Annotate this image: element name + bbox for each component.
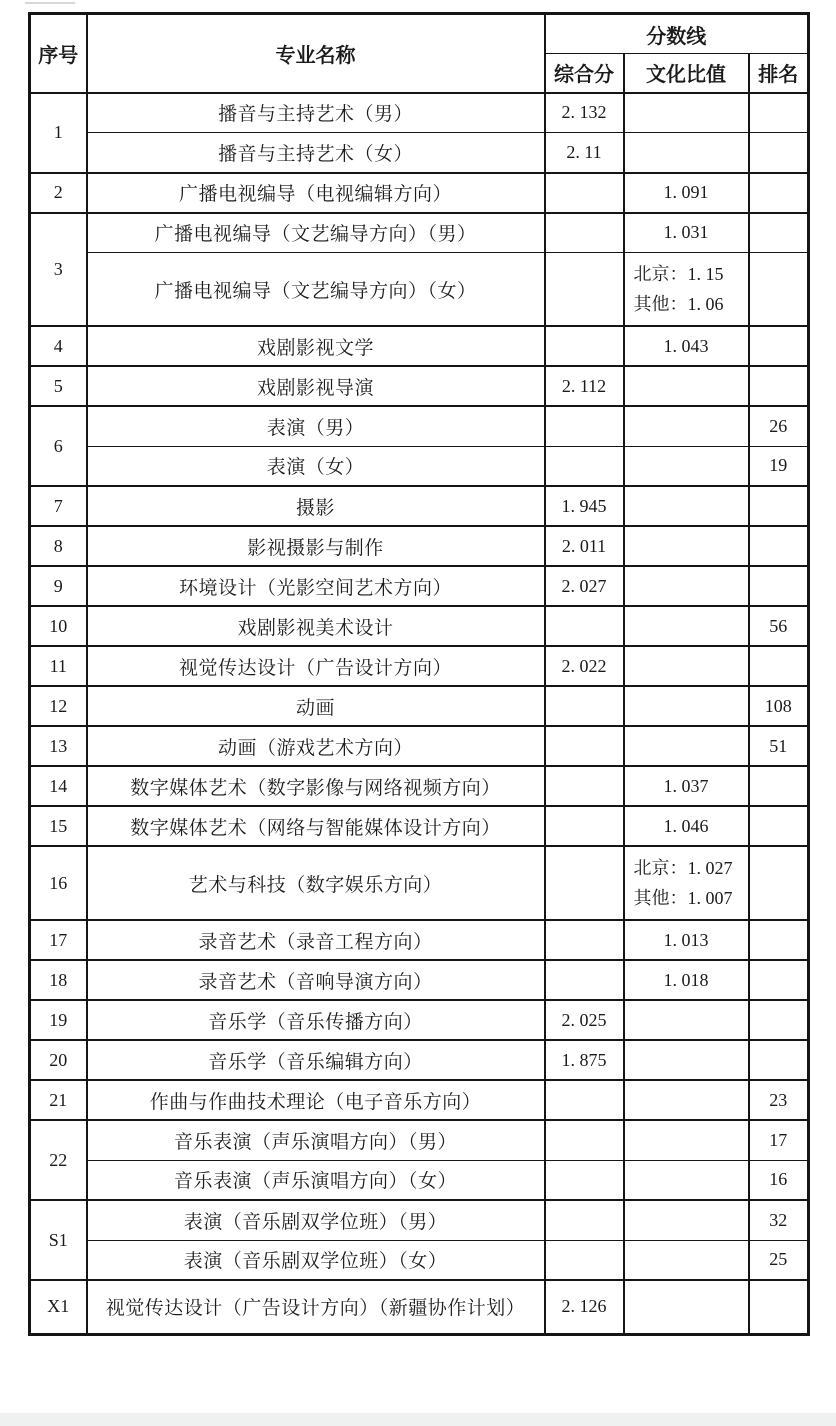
serial-cell: 7 <box>30 486 87 526</box>
culture-ratio-cell <box>624 253 749 327</box>
table-row <box>30 1200 809 1240</box>
culture-ratio-cell <box>624 446 749 486</box>
culture-ratio-cell <box>624 1200 749 1240</box>
table-row <box>30 1120 809 1160</box>
composite-score-cell: 2. 011 <box>545 526 624 566</box>
serial-cell: 5 <box>30 366 87 406</box>
composite-score-cell <box>545 406 624 446</box>
culture-ratio-cell: 1. 043 <box>624 326 749 366</box>
table-row <box>30 133 809 173</box>
header-serial: 序号 <box>30 14 87 93</box>
table-row <box>30 606 809 646</box>
major-name-cell: 广播电视编导（文艺编导方向）（男） <box>87 213 545 253</box>
culture-ratio-cell <box>624 1240 749 1280</box>
serial-cell: 22 <box>30 1120 87 1200</box>
rank-cell <box>749 253 809 327</box>
composite-score-cell <box>545 1080 624 1120</box>
scan-artifact <box>25 2 75 4</box>
serial-cell: 10 <box>30 606 87 646</box>
major-name-cell: 影视摄影与制作 <box>87 526 545 566</box>
rank-cell: 16 <box>749 1160 809 1200</box>
table-row <box>30 326 809 366</box>
rank-cell <box>749 1000 809 1040</box>
ratio-line: 北京：1. 027 <box>633 858 733 878</box>
composite-score-cell: 2. 126 <box>545 1280 624 1334</box>
major-name-cell: 广播电视编导（文艺编导方向）（女） <box>87 253 545 327</box>
major-name-cell: 戏剧影视文学 <box>87 326 545 366</box>
rank-cell <box>749 93 809 133</box>
major-name-cell: 音乐表演（声乐演唱方向）（男） <box>87 1120 545 1160</box>
serial-cell: 14 <box>30 766 87 806</box>
table-row <box>30 1040 809 1080</box>
serial-cell: 13 <box>30 726 87 766</box>
composite-score-cell: 1. 945 <box>545 486 624 526</box>
major-name-cell: 戏剧影视导演 <box>87 366 545 406</box>
major-name-cell: 表演（男） <box>87 406 545 446</box>
culture-ratio-cell <box>624 726 749 766</box>
composite-score-cell <box>545 766 624 806</box>
major-name-cell: 视觉传达设计（广告设计方向） <box>87 646 545 686</box>
table-row <box>30 920 809 960</box>
major-name-cell: 表演（音乐剧双学位班）（男） <box>87 1200 545 1240</box>
table-row <box>30 1160 809 1200</box>
rank-cell: 32 <box>749 1200 809 1240</box>
table-row <box>30 766 809 806</box>
table-row <box>30 566 809 606</box>
major-name-cell: 录音艺术（录音工程方向） <box>87 920 545 960</box>
rank-cell <box>749 766 809 806</box>
major-name-cell: 环境设计（光影空间艺术方向） <box>87 566 545 606</box>
major-name-cell: 艺术与科技（数字娱乐方向） <box>87 846 545 920</box>
culture-ratio-cell <box>624 406 749 446</box>
composite-score-cell <box>545 213 624 253</box>
culture-ratio-cell <box>624 566 749 606</box>
ratio-line: 北京：1. 15 <box>633 264 724 284</box>
table-row <box>30 1240 809 1280</box>
culture-ratio-cell <box>624 1080 749 1120</box>
serial-cell: 8 <box>30 526 87 566</box>
serial-cell: 15 <box>30 806 87 846</box>
rank-cell <box>749 526 809 566</box>
major-name-cell: 表演（音乐剧双学位班）（女） <box>87 1240 545 1280</box>
footer-strip <box>0 1413 836 1426</box>
table-row <box>30 1080 809 1120</box>
serial-cell: 17 <box>30 920 87 960</box>
culture-ratio-cell: 1. 013 <box>624 920 749 960</box>
serial-cell: 19 <box>30 1000 87 1040</box>
table-row <box>30 686 809 726</box>
culture-ratio-cell <box>624 1120 749 1160</box>
major-name-cell: 录音艺术（音响导演方向） <box>87 960 545 1000</box>
table-row <box>30 806 809 846</box>
rank-cell <box>749 486 809 526</box>
culture-ratio-cell <box>624 133 749 173</box>
rank-cell <box>749 846 809 920</box>
composite-score-cell: 2. 027 <box>545 566 624 606</box>
serial-cell: 9 <box>30 566 87 606</box>
major-name-cell: 音乐学（音乐编辑方向） <box>87 1040 545 1080</box>
table-row <box>30 253 809 327</box>
table-row <box>30 646 809 686</box>
composite-score-cell <box>545 960 624 1000</box>
composite-score-cell: 2. 132 <box>545 93 624 133</box>
composite-score-cell <box>545 1160 624 1200</box>
culture-ratio-cell <box>624 606 749 646</box>
header-major-name: 专业名称 <box>87 14 545 93</box>
rank-cell: 26 <box>749 406 809 446</box>
table-header <box>30 14 809 93</box>
composite-score-cell <box>545 1200 624 1240</box>
rank-cell <box>749 213 809 253</box>
culture-ratio-cell: 1. 046 <box>624 806 749 846</box>
table-row <box>30 1280 809 1334</box>
table-row <box>30 406 809 446</box>
rank-cell: 23 <box>749 1080 809 1120</box>
composite-score-cell <box>545 1240 624 1280</box>
composite-score-cell <box>545 1120 624 1160</box>
culture-ratio-cell <box>624 1000 749 1040</box>
culture-ratio-cell: 1. 018 <box>624 960 749 1000</box>
composite-score-cell: 2. 112 <box>545 366 624 406</box>
ratio-line: 其他：1. 007 <box>633 888 733 908</box>
composite-score-cell <box>545 846 624 920</box>
major-name-cell: 播音与主持艺术（女） <box>87 133 545 173</box>
serial-cell: 16 <box>30 846 87 920</box>
serial-cell: 12 <box>30 686 87 726</box>
composite-score-cell: 2. 022 <box>545 646 624 686</box>
culture-ratio-cell: 1. 037 <box>624 766 749 806</box>
table-row <box>30 446 809 486</box>
serial-cell: 1 <box>30 93 87 173</box>
rank-cell: 19 <box>749 446 809 486</box>
rank-cell <box>749 1040 809 1080</box>
major-name-cell: 广播电视编导（电视编辑方向） <box>87 173 545 213</box>
culture-ratio-cell <box>624 366 749 406</box>
header-row-1 <box>30 14 809 54</box>
major-name-cell: 摄影 <box>87 486 545 526</box>
composite-score-cell <box>545 253 624 327</box>
culture-ratio-cell <box>624 846 749 920</box>
culture-ratio-cell <box>624 526 749 566</box>
major-name-cell: 作曲与作曲技术理论（电子音乐方向） <box>87 1080 545 1120</box>
culture-ratio-cell <box>624 1040 749 1080</box>
composite-score-cell: 2. 11 <box>545 133 624 173</box>
major-name-cell: 音乐表演（声乐演唱方向）（女） <box>87 1160 545 1200</box>
culture-ratio-cell <box>624 646 749 686</box>
serial-cell: 20 <box>30 1040 87 1080</box>
rank-cell <box>749 173 809 213</box>
major-name-cell: 戏剧影视美术设计 <box>87 606 545 646</box>
composite-score-cell <box>545 446 624 486</box>
composite-score-cell: 1. 875 <box>545 1040 624 1080</box>
table-row <box>30 486 809 526</box>
table-row <box>30 960 809 1000</box>
table-row <box>30 173 809 213</box>
table-row <box>30 726 809 766</box>
serial-cell: 21 <box>30 1080 87 1120</box>
table-row <box>30 93 809 133</box>
composite-score-cell <box>545 806 624 846</box>
table-row <box>30 213 809 253</box>
major-name-cell: 动画 <box>87 686 545 726</box>
table-row <box>30 526 809 566</box>
rank-cell <box>749 646 809 686</box>
rank-cell <box>749 366 809 406</box>
composite-score-cell <box>545 606 624 646</box>
culture-ratio-cell: 1. 091 <box>624 173 749 213</box>
major-name-cell: 视觉传达设计（广告设计方向）（新疆协作计划） <box>87 1280 545 1334</box>
rank-cell <box>749 326 809 366</box>
table-body <box>30 93 809 1335</box>
culture-ratio-cell <box>624 1160 749 1200</box>
composite-score-cell <box>545 173 624 213</box>
header-score-line-group: 分数线 <box>545 14 809 54</box>
serial-cell: 4 <box>30 326 87 366</box>
culture-ratio-cell <box>624 1280 749 1334</box>
score-line-table <box>28 12 810 1336</box>
rank-cell <box>749 920 809 960</box>
major-name-cell: 播音与主持艺术（男） <box>87 93 545 133</box>
composite-score-cell <box>545 686 624 726</box>
major-name-cell: 音乐学（音乐传播方向） <box>87 1000 545 1040</box>
serial-cell: 11 <box>30 646 87 686</box>
rank-cell <box>749 1280 809 1334</box>
major-name-cell: 动画（游戏艺术方向） <box>87 726 545 766</box>
header-rank: 排名 <box>749 54 809 93</box>
culture-ratio-cell: 1. 031 <box>624 213 749 253</box>
rank-cell: 25 <box>749 1240 809 1280</box>
rank-cell: 17 <box>749 1120 809 1160</box>
ratio-line: 其他：1. 06 <box>633 294 724 314</box>
rank-cell <box>749 806 809 846</box>
composite-score-cell <box>545 326 624 366</box>
header-culture-ratio: 文化比值 <box>624 54 749 93</box>
header-composite-score: 综合分 <box>545 54 624 93</box>
composite-score-cell: 2. 025 <box>545 1000 624 1040</box>
table-row <box>30 846 809 920</box>
serial-cell: X1 <box>30 1280 87 1334</box>
rank-cell: 51 <box>749 726 809 766</box>
serial-cell: 3 <box>30 213 87 327</box>
serial-cell: 18 <box>30 960 87 1000</box>
serial-cell: 2 <box>30 173 87 213</box>
major-name-cell: 表演（女） <box>87 446 545 486</box>
composite-score-cell <box>545 920 624 960</box>
culture-ratio-cell <box>624 686 749 726</box>
table-row <box>30 366 809 406</box>
serial-cell: S1 <box>30 1200 87 1280</box>
rank-cell <box>749 960 809 1000</box>
culture-ratio-cell <box>624 93 749 133</box>
rank-cell <box>749 566 809 606</box>
serial-cell: 6 <box>30 406 87 486</box>
table-row <box>30 1000 809 1040</box>
rank-cell <box>749 133 809 173</box>
major-name-cell: 数字媒体艺术（网络与智能媒体设计方向） <box>87 806 545 846</box>
rank-cell: 56 <box>749 606 809 646</box>
composite-score-cell <box>545 726 624 766</box>
rank-cell: 108 <box>749 686 809 726</box>
culture-ratio-cell <box>624 486 749 526</box>
major-name-cell: 数字媒体艺术（数字影像与网络视频方向） <box>87 766 545 806</box>
